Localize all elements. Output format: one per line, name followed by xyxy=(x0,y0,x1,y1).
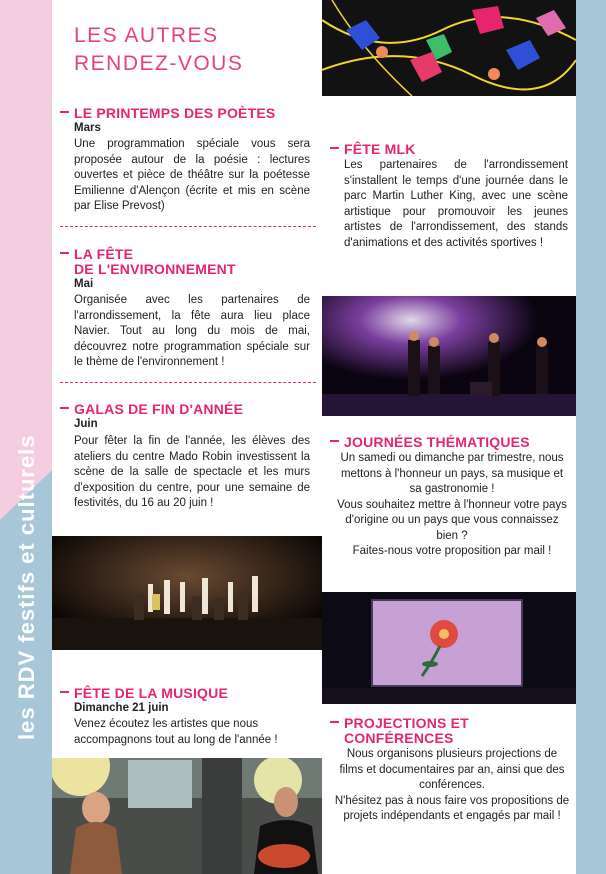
divider xyxy=(60,226,316,227)
section-body-mlk: Les partenaires de l'arrondissement s'installent le temps d'une journée dans le parc Martin Luther King, avec une scène artistique pour promouvoir les jeunes artistes de l'arrondissement, des stands d'animations et des activités sportives ! xyxy=(344,159,568,249)
gala-photo xyxy=(52,536,322,650)
section-date-galas: Juin xyxy=(74,418,98,430)
section-date-poetes: Mars xyxy=(74,122,101,134)
section-title-poetes: LE PRINTEMPS DES POÈTES xyxy=(60,106,275,121)
section-title-environnement: LA FÊTE DE L'ENVIRONNEMENT xyxy=(60,247,236,277)
projection-photo xyxy=(322,592,576,704)
section-body-projections: Nous organisons plusieurs projections de films et documentaires par an, ainsi que des conférences. N'hésitez pas à nous faire vos propositions de projets indépendants et engagés par mail ! xyxy=(334,748,570,822)
section-date-environnement: Mai xyxy=(74,278,94,290)
section-body-galas: Pour fêter la fin de l'année, les élèves des ateliers du centre Mado Robin investissent la scène de la salle de spectacle et les murs d'exposition du centre, pour une semaine de festivités, du 16 au 20 juin ! xyxy=(74,435,310,509)
section-title-projections: PROJECTIONS ET CONFÉRENCES xyxy=(330,716,469,746)
section-title-galas: GALAS DE FIN D'ANNÉE xyxy=(60,402,243,417)
section-body-environnement: Organisée avec les partenaires de l'arrondissement, la fête aura lieu place Navier. Tout au long du mois de mai, découvrez notre programmation spéciale sur le thème de l'environnement ! xyxy=(74,294,310,368)
music-photo xyxy=(52,758,322,874)
section-body-journees: Un samedi ou dimanche par trimestre, nous mettons à l'honneur un pays, sa musique et sa gastronomie ! Vous souhaitez mettre à l'honneur votre pays d'origine ou un pays que vous connaissez bien ? Faites-nous votre proposition par mail ! xyxy=(337,452,567,557)
section-title-musique: FÊTE DE LA MUSIQUE xyxy=(60,686,228,701)
page-title: LES AUTRES RENDEZ-VOUS xyxy=(74,24,244,75)
divider xyxy=(60,382,316,383)
section-title-journees: JOURNÉES THÉMATIQUES xyxy=(330,435,530,450)
stage-photo xyxy=(322,296,576,416)
mlk-illustration xyxy=(322,0,576,96)
section-title-mlk: FÊTE MLK xyxy=(330,142,416,157)
section-date-musique: Dimanche 21 juin xyxy=(74,702,169,714)
section-body-musique: Venez écoutez les artistes que nous accompagnons tout au long de l'année ! xyxy=(74,718,278,746)
side-title: les RDV festifs et culturels xyxy=(14,434,39,740)
section-body-poetes: Une programmation spéciale vous sera proposée autour de la poésie : lectures ouvertes et pièce de théâtre sur la poétesse Emilienne d'Alençon (écrite et mis en scène par Elise Prevost) xyxy=(74,138,310,212)
